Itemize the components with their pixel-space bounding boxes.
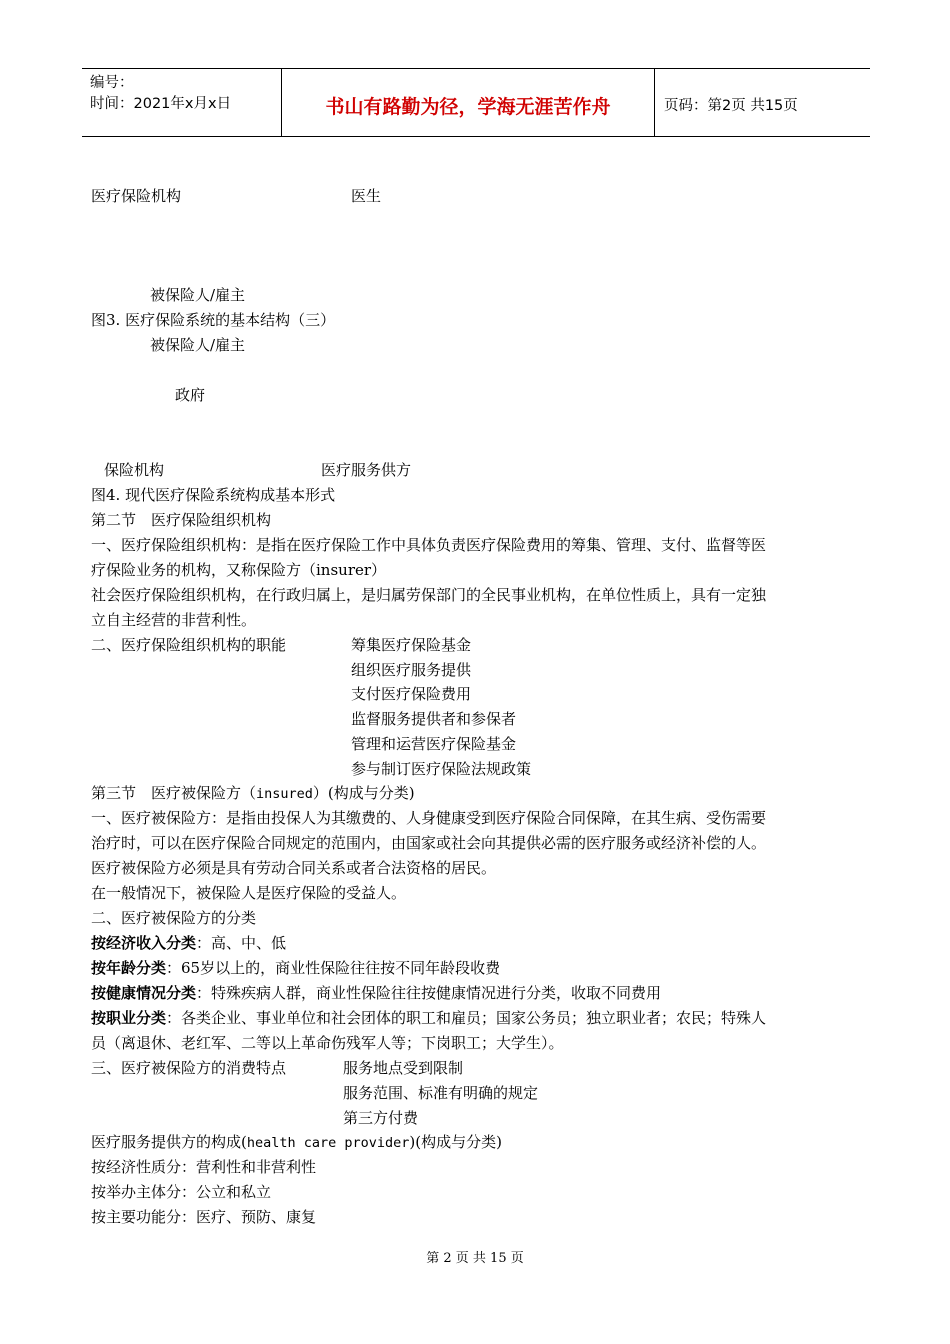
section3-title [91,782,415,805]
consume-item: 服务地点受到限制 [343,1059,464,1077]
function-item: 管理和运营医疗保险基金 [351,735,517,753]
section3-para1-line2: 治疗时，可以在医疗保险合同规定的范围内，由国家或社会向其提供必需的医疗服务或经济补偿的人。 [91,834,767,852]
section3-title-suffix: ）(构成与分类) [312,784,415,802]
section2-functions-label: 二、医疗保险组织机构的职能 [91,636,287,654]
diagram3-node-insured: 被保险人/雇主 [150,286,246,304]
class-job-text: ：各类企业、事业单位和社会团体的职工和雇员；国家公务员；独立职业者；农民；特殊人 [166,1009,767,1027]
header-date: 时间：2021年x月x日 [90,96,232,112]
consume-item: 第三方付费 [343,1109,419,1127]
section2-title: 第二节 医疗保险组织机构 [91,511,272,529]
diagram3-node-insurer: 医疗保险机构 [91,187,182,205]
header-motto: 书山有路勤为径，学海无涯苦作舟 [325,96,611,118]
header-divider [654,69,655,136]
class-income-text: ：高、中、低 [196,934,287,952]
function-item: 参与制订医疗保险法规政策 [351,760,532,778]
section2-para1-line1: 一、医疗保险组织机构：是指在医疗保险工作中具体负责医疗保险费用的筹集、管理、支付、监督等医 [91,536,767,554]
section3-title-prefix: 第三节 医疗被保险方（ [91,784,257,802]
header-page-number: 页码：第2页 共15页 [664,98,798,114]
class-age [91,957,500,979]
section2-para1-line2: 疗保险业务的机构，又称保险方（insurer） [91,561,387,579]
section2-para2-line2: 立自主经营的非营利性。 [91,611,257,629]
diagram4-caption: 图4. 现代医疗保险系统构成基本形式 [91,486,336,504]
section3-consume-label: 三、医疗被保险方的消费特点 [91,1059,287,1077]
provider-title-term: health care provider [246,1135,410,1151]
function-item: 组织医疗服务提供 [351,661,472,679]
consume-item: 服务范围、标准有明确的规定 [343,1084,539,1102]
diagram4-node-government: 政府 [175,386,206,404]
provider-item: 按举办主体分：公立和私立 [91,1183,272,1201]
function-item: 监督服务提供者和参保者 [351,710,517,728]
section3-para3: 在一般情况下，被保险人是医疗保险的受益人。 [91,884,407,902]
provider-title-suffix: )(构成与分类) [409,1133,502,1151]
page-footer: 第 2 页 共 15 页 [426,1251,524,1266]
section3-class-title: 二、医疗被保险方的分类 [91,909,257,927]
class-income-label: 按经济收入分类 [91,934,197,952]
function-item: 支付医疗保险费用 [351,685,472,703]
provider-title-prefix: 医疗服务提供方的构成( [91,1133,247,1151]
provider-item: 按主要功能分：医疗、预防、康复 [91,1208,317,1226]
class-health [91,982,661,1004]
header-number: 编号： [90,75,134,91]
provider-title [91,1131,502,1154]
class-income [91,932,286,954]
class-job-line2: 员（离退休、老红军、二等以上革命伤残军人等；下岗职工；大学生）。 [91,1034,564,1052]
section3-para1-line1: 一、医疗被保险方：是指由投保人为其缴费的、人身健康受到医疗保险合同保障，在其生病、受伤需要 [91,809,767,827]
class-age-text: ：65岁以上的，商业性保险往往按不同年龄段收费 [166,959,501,977]
section2-para2-line1: 社会医疗保险组织机构，在行政归属上，是归属劳保部门的全民事业机构，在单位性质上，具有一定独 [91,586,767,604]
diagram3-node-doctor: 医生 [351,187,382,205]
provider-item: 按经济性质分：营利性和非营利性 [91,1158,317,1176]
diagram3-caption: 图3. 医疗保险系统的基本结构（三） [91,311,336,329]
function-item: 筹集医疗保险基金 [351,636,472,654]
class-job-label: 按职业分类 [91,1009,167,1027]
diagram4-node-insured: 被保险人/雇主 [150,336,246,354]
header-meta [90,73,231,115]
section3-para2: 医疗被保险方必须是具有劳动合同关系或者合法资格的居民。 [91,859,497,877]
class-job [91,1007,766,1029]
page-header [82,68,870,137]
class-age-label: 按年龄分类 [91,959,167,977]
class-health-label: 按健康情况分类 [91,984,197,1002]
diagram4-node-insurer: 保险机构 [104,461,165,479]
diagram4-node-provider: 医疗服务供方 [321,461,412,479]
class-health-text: ：特殊疾病人群，商业性保险往往按健康情况进行分类，收取不同费用 [196,984,662,1002]
section3-title-term: insured [256,786,313,802]
